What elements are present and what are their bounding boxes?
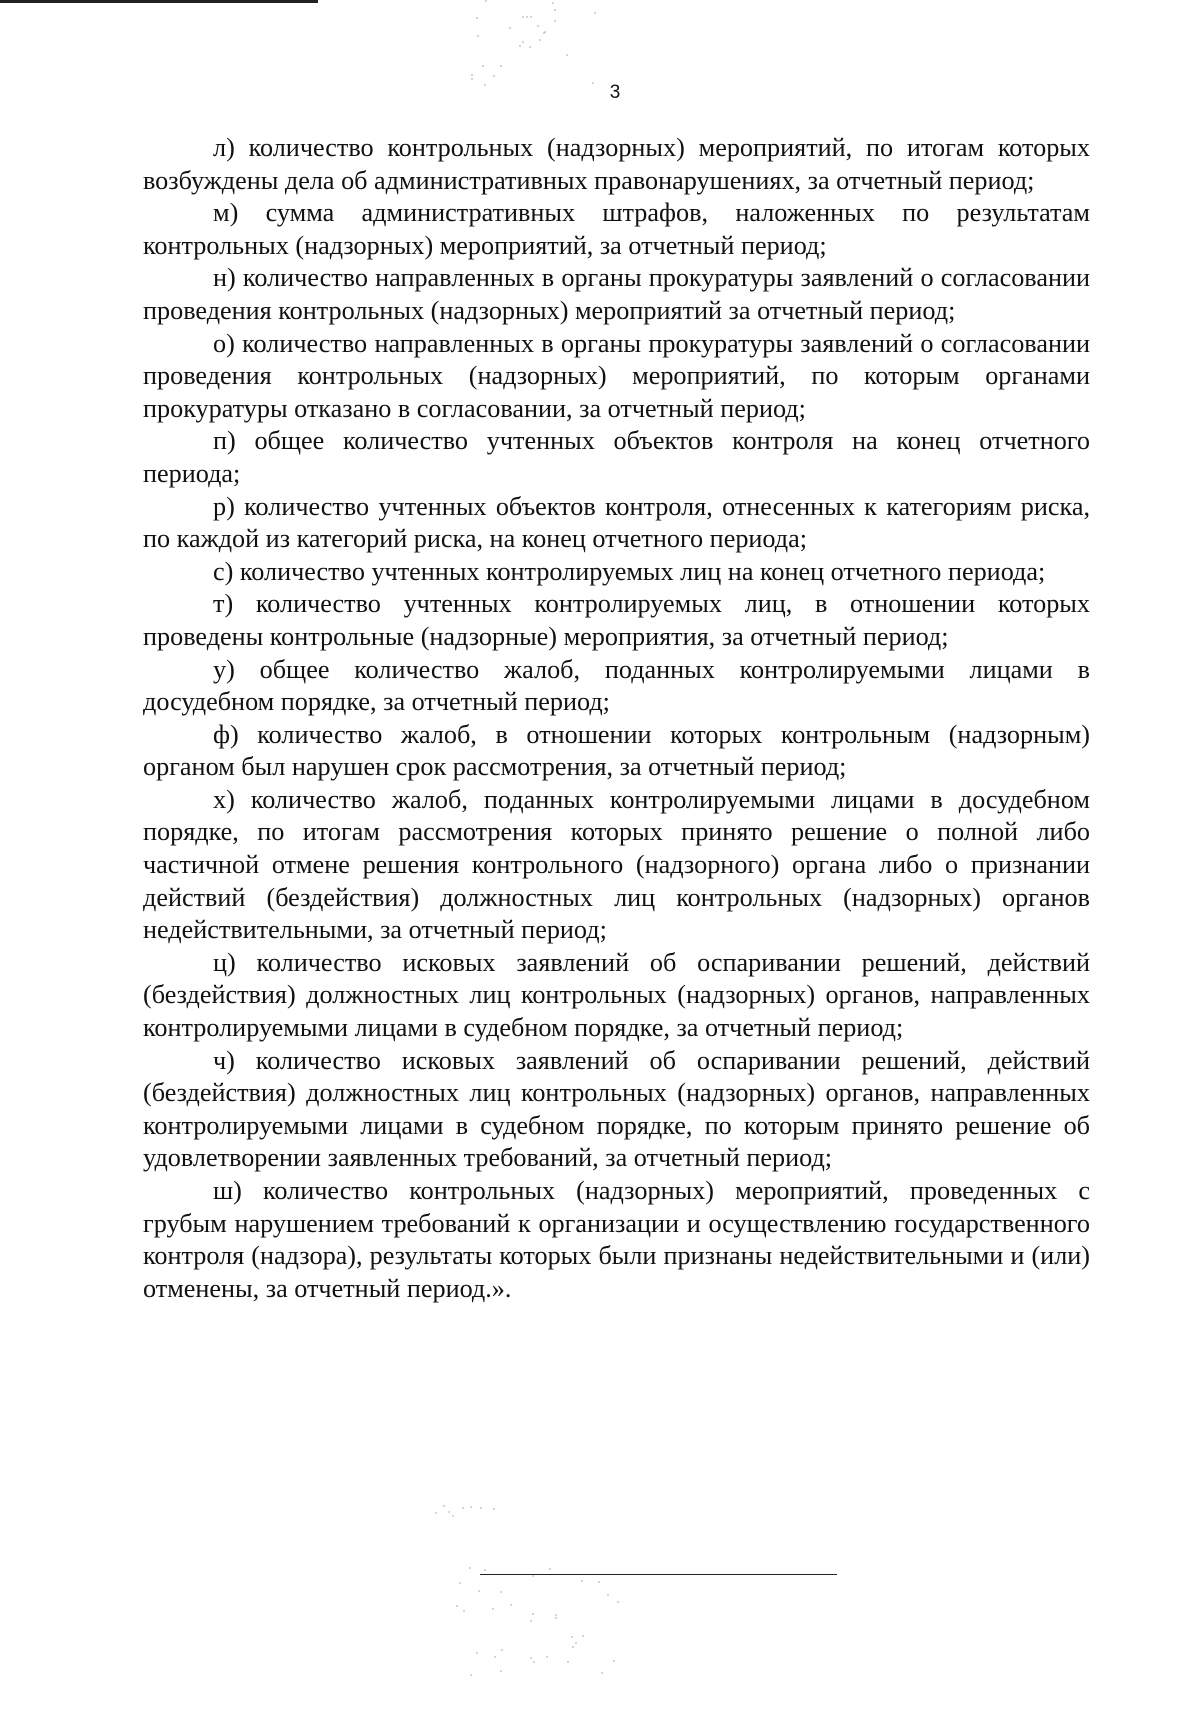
paragraph-ch: ч) количество исковых заявлений об оспаривании решений, действий (бездействия) должностных лиц контрольных (надзорных) органов, направленных контролируемыми лицами в судебном порядке, по которым принято решение об удовлетворении заявленных требований, за отчетный период; (143, 1045, 1090, 1173)
scan-speckle (519, 45, 521, 47)
scan-top-border (0, 0, 318, 3)
document-body (143, 132, 1090, 1305)
scan-speckle (493, 75, 495, 77)
paragraph-s: с) количество учтенных контролируемых лиц на конец отчетного периода; (213, 556, 1046, 586)
scan-speckle (581, 1580, 583, 1582)
scan-speckle (529, 46, 531, 48)
scan-speckle (500, 65, 502, 67)
scan-speckle (509, 27, 511, 29)
scan-speckle (462, 1507, 464, 1509)
scan-speckle (526, 16, 528, 18)
scan-speckle (572, 1646, 574, 1648)
scan-speckle (530, 16, 532, 18)
paragraph-f: ф) количество жалоб, в отношении которых контрольным (надзорным) органом был нарушен срок рассмотрения, за отчетный период; (143, 719, 1090, 782)
scan-speckle (456, 1605, 458, 1607)
scan-speckle (575, 1642, 577, 1644)
page-number: 3 (609, 82, 621, 103)
scan-speckle (571, 1636, 573, 1638)
scan-speckle (549, 1568, 551, 1570)
scan-speckle (478, 1590, 480, 1592)
scan-speckle (500, 1670, 502, 1672)
scan-speckle (484, 1569, 486, 1571)
scan-speckle (546, 1656, 548, 1658)
scan-speckle (566, 54, 568, 56)
scan-speckle (470, 1674, 472, 1676)
paragraph-o: о) количество направленных в органы прокуратуры заявлений о согласовании проведения контрольных (надзорных) мероприятий, по которым органами прокуратуры отказано в согласовании, за отчетный период; (143, 328, 1090, 423)
scan-speckle (554, 9, 556, 11)
paragraph-t: т) количество учтенных контролируемых лиц, в отношении которых проведены контрольные (надзорные) мероприятия, за отчетный период; (143, 589, 1090, 651)
scan-speckle (452, 1515, 454, 1517)
scan-speckle (530, 1620, 532, 1622)
scan-speckle (617, 1601, 619, 1603)
scan-speckle (532, 1575, 534, 1577)
scan-speckle (567, 1661, 569, 1663)
scan-speckle (471, 74, 473, 76)
scan-speckle (607, 1594, 609, 1596)
scan-speckle (448, 1511, 450, 1513)
scan-speckle (476, 17, 478, 19)
scan-speckle (443, 1505, 445, 1507)
scan-speckle (435, 1512, 437, 1514)
scan-speckle (476, 1652, 478, 1654)
scan-speckle (522, 16, 524, 18)
scan-speckle (601, 1672, 603, 1674)
paragraph-kh: х) количество жалоб, поданных контролируемыми лицами в досудебном порядке, по итогам рассмотрения которых принято решение о полной либо частичной отмене решения контрольного (надзорного) органа либо о признании действий (бездействия) должностных лиц контрольных (надзорных) органов недействительными, за отчетный период; (143, 784, 1090, 945)
paragraph-ts: ц) количество исковых заявлений об оспаривании решений, действий (бездействия) должностных лиц контрольных (надзорных) органов, направленных контролируемыми лицами в судебном порядке, за отчетный период; (143, 947, 1090, 1043)
paragraph-u: у) общее количество жалоб, поданных контролируемыми лицами в досудебном порядке, за отчетный период; (143, 654, 1090, 717)
scan-speckle (544, 31, 546, 33)
paragraph-sh: ш) количество контрольных (надзорных) мероприятий, проведенных с грубым нарушением требований к организации и осуществлению государственного контроля (надзора), результаты которых были признаны недействительными и (или) отменены, за отчетный период.». (143, 1176, 1090, 1303)
scan-speckle (484, 84, 486, 86)
scan-speckle (469, 1567, 471, 1569)
scan-speckle (555, 1614, 557, 1616)
scan-speckle (493, 1508, 495, 1510)
paragraph-r: р) количество учтенных объектов контроля, отнесенных к категориям риска, по каждой из категорий риска, на конец отчетного периода; (143, 491, 1090, 554)
paragraph-p: п) общее количество учтенных объектов контроля на конец отчетного периода; (143, 426, 1090, 488)
scan-speckle (510, 1604, 512, 1606)
scan-speckle (477, 35, 479, 37)
scan-speckle (492, 1608, 494, 1610)
scan-speckle (554, 20, 556, 22)
scan-speckle (522, 41, 524, 43)
scan-speckle (594, 12, 596, 14)
scan-speckle (463, 1610, 465, 1612)
scan-speckle (592, 82, 594, 84)
scan-speckle (471, 78, 473, 80)
scan-speckle (613, 1660, 615, 1662)
scan-speckle (533, 1661, 535, 1663)
paragraph-l: л) количество контрольных (надзорных) мероприятий, по итогам которых возбуждены дела об административных правонарушениях, за отчетный период; (143, 133, 1090, 195)
scan-speckle (530, 1657, 532, 1659)
scan-speckle (494, 1656, 496, 1658)
paragraph-m: м) сумма административных штрафов, наложенных по результатам контрольных (надзорных) мероприятий, за отчетный период; (143, 198, 1090, 260)
scan-speckle (598, 1581, 600, 1583)
scan-speckle (485, 0, 487, 2)
scan-speckle (552, 2, 554, 4)
scan-speckle (532, 1613, 534, 1615)
scan-speckle (582, 1635, 584, 1637)
scan-speckle (482, 65, 484, 67)
scan-speckle (539, 39, 541, 41)
scan-speckle (555, 1617, 557, 1619)
scan-speckle (537, 25, 539, 27)
scan-speckle (459, 1582, 461, 1584)
scan-speckle (501, 1649, 503, 1651)
scan-speckle (470, 1506, 472, 1508)
scan-speckle (480, 1507, 482, 1509)
paragraph-n: н) количество направленных в органы прокуратуры заявлений о согласовании проведения контрольных (надзорных) мероприятий за отчетный период; (143, 263, 1090, 325)
scan-speckle (500, 1591, 502, 1593)
